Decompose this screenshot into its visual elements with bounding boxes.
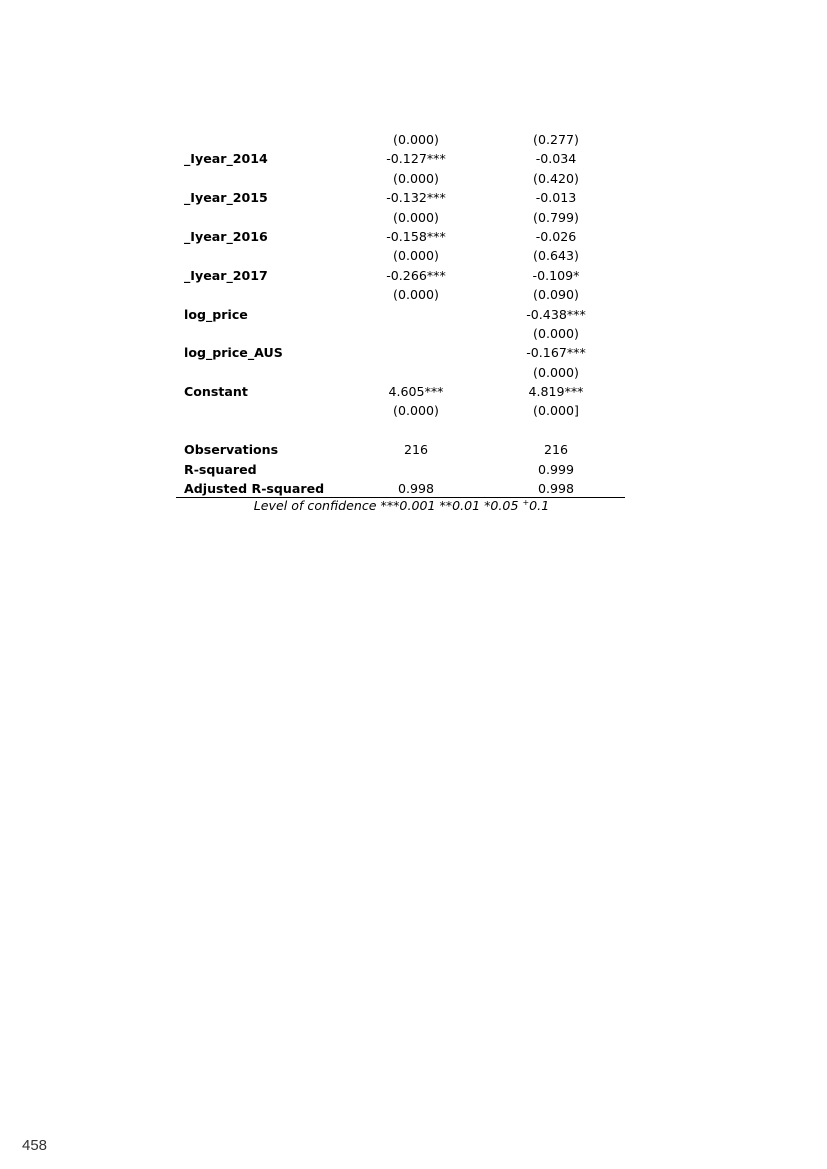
regression-table <box>176 130 625 513</box>
model1-value: -0.158*** <box>386 228 446 244</box>
model1-value: (0.000) <box>393 170 439 186</box>
model1-value: (0.000) <box>393 287 439 303</box>
model2-stat: 0.998 <box>537 481 575 497</box>
row-spacer <box>176 421 625 440</box>
model2-value: -0.013 <box>535 190 577 206</box>
model2-value: -0.034 <box>535 151 577 167</box>
table-row <box>176 130 625 149</box>
model2-value: (0.799) <box>533 209 579 225</box>
table-row <box>176 169 625 188</box>
plus-superscript: + <box>522 497 530 507</box>
stats-row <box>176 440 625 459</box>
model1-value: (0.000) <box>393 132 439 147</box>
row-label: _Iyear_2015 <box>184 190 268 206</box>
table-row <box>176 401 625 420</box>
row-label: Constant <box>184 384 248 400</box>
table-row <box>176 363 625 382</box>
table-row <box>176 382 625 401</box>
table-row <box>176 285 625 304</box>
stat-label: R-squared <box>184 461 257 477</box>
page-number: 458 <box>22 1137 48 1154</box>
table-row <box>176 266 625 285</box>
table-row <box>176 227 625 246</box>
model1-value: (0.000) <box>393 403 439 419</box>
model2-stat: 216 <box>543 442 569 458</box>
model1-stat: 216 <box>403 442 429 458</box>
model2-value: (0.277) <box>533 132 579 147</box>
table-row <box>176 149 625 168</box>
model2-value: (0.420) <box>533 170 579 186</box>
table-row <box>176 343 625 362</box>
model2-value: (0.643) <box>533 248 579 264</box>
model1-value: 4.605*** <box>388 384 444 400</box>
model2-value: 4.819*** <box>528 384 584 400</box>
row-label: log_price_AUS <box>184 345 283 361</box>
table-row <box>176 324 625 343</box>
table-row <box>176 305 625 324</box>
table-row <box>176 208 625 227</box>
model1-value: -0.266*** <box>386 267 446 283</box>
row-label: log_price <box>184 306 248 322</box>
table-row <box>176 188 625 207</box>
model1-value: -0.127*** <box>386 151 446 167</box>
model2-stat: 0.999 <box>537 461 575 477</box>
stat-label: Adjusted R-squared <box>184 481 325 497</box>
table-row <box>176 246 625 265</box>
footnote-text: Level of confidence ***0.001 **0.01 *0.05 <box>253 498 523 513</box>
stats-row <box>176 479 625 498</box>
model2-value: -0.167*** <box>526 345 586 361</box>
row-label: _Iyear_2017 <box>184 267 268 283</box>
model2-value: -0.438*** <box>526 306 586 322</box>
row-label: _Iyear_2014 <box>184 151 268 167</box>
model2-value: -0.026 <box>535 228 577 244</box>
model1-stat: 0.998 <box>397 481 435 497</box>
model2-value: (0.090) <box>533 287 579 303</box>
significance-footnote <box>176 498 625 514</box>
stat-label: Observations <box>184 442 279 458</box>
model2-value: -0.109* <box>532 267 580 283</box>
model2-value: (0.000) <box>533 325 579 341</box>
model1-value: -0.132*** <box>386 190 446 206</box>
stats-row <box>176 460 625 479</box>
footnote-tail: 0.1 <box>529 498 550 513</box>
row-label: _Iyear_2016 <box>184 228 268 244</box>
model1-value: (0.000) <box>393 209 439 225</box>
model1-value: (0.000) <box>393 248 439 264</box>
model2-value: (0.000] <box>533 403 579 419</box>
model2-value: (0.000) <box>533 364 579 380</box>
